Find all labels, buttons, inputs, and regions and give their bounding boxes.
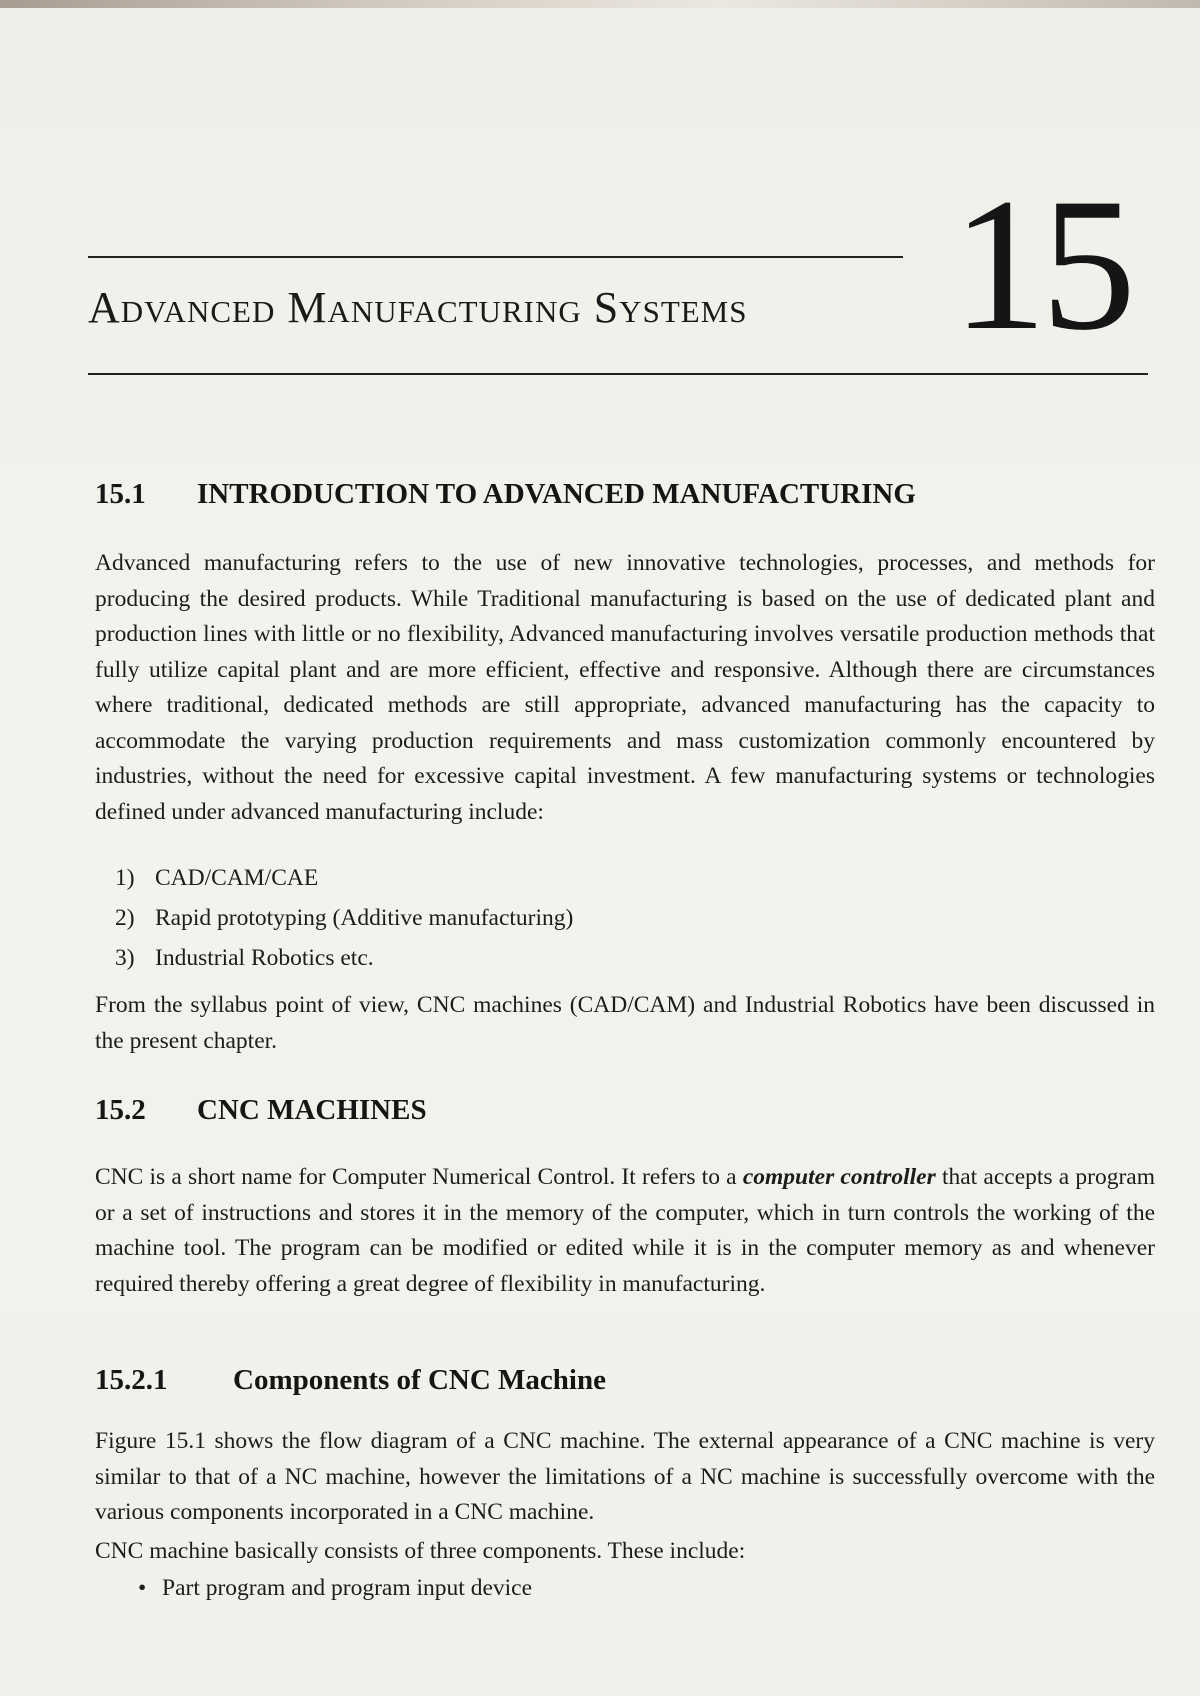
syllabus-paragraph-text: From the syllabus point of view, CNC machines (CAD/CAM) and Industrial Robotics have been discussed in the present chapter.: [95, 992, 1155, 1054]
section-title: CNC MACHINES: [197, 1094, 427, 1126]
list-item-text: Industrial Robotics etc.: [155, 945, 374, 971]
list-item: [115, 938, 573, 978]
components-paragraph-text: Figure 15.1 shows the flow diagram of a CNC machine. The external appearance of a CNC machine is very similar to that of a NC machine, however the limitations of a NC machine is successfully overcome with the various components incorporated in a CNC machine.: [95, 1428, 1155, 1525]
section-heading-15-1: [95, 478, 916, 511]
chapter-number: 15: [952, 160, 1130, 370]
components-bullet-list: [138, 1570, 532, 1606]
intro-paragraph-text: Advanced manufacturing refers to the use of new innovative technologies, processes, and methods for producing the desired products. While Traditional manufacturing is based on the use of dedicated plant and production lines with little or no flexibility, Advanced manufacturing involves versatile production methods that fully utilize capital plant and are more efficient, effective and responsive. Although there are circumstances where traditional, dedicated methods are still appropriate, advanced manufacturing has the capacity to accommodate the varying production requirements and mass customization commonly encountered by industries, without the need for excessive capital investment. A few manufacturing systems or technologies defined under advanced manufacturing include:: [95, 550, 1155, 825]
components-intro: [95, 1534, 1155, 1570]
cnc-emphasis: computer controller: [742, 1164, 936, 1190]
cnc-paragraph: [95, 1160, 1155, 1302]
list-item: [115, 898, 573, 938]
section-heading-15-2-1: [95, 1364, 606, 1397]
components-paragraph: [95, 1424, 1155, 1531]
section-number: 15.2.1: [95, 1364, 168, 1396]
section-title: Components of CNC Machine: [233, 1364, 606, 1396]
advanced-manufacturing-list: [115, 858, 573, 978]
syllabus-paragraph: [95, 988, 1155, 1059]
chapter-title: [88, 282, 748, 333]
chapter-rule-top: [88, 256, 903, 258]
bullet-text: Part program and program input device: [162, 1575, 533, 1601]
bullet-dot: •: [138, 1575, 147, 1601]
list-item-number: 3): [115, 945, 135, 971]
section-number: 15.2: [95, 1094, 146, 1126]
cnc-text-before: CNC is a short name for Computer Numerical Control. It refers to a: [95, 1164, 737, 1190]
bullet-item: [138, 1570, 532, 1606]
section-title: INTRODUCTION TO ADVANCED MANUFACTURING: [197, 478, 916, 510]
section-heading-15-2: [95, 1094, 427, 1127]
list-item-text: CAD/CAM/CAE: [155, 865, 319, 891]
intro-paragraph: [95, 546, 1155, 830]
components-intro-text: CNC machine basically consists of three components. These include:: [95, 1538, 746, 1564]
list-item-text: Rapid prototyping (Additive manufacturing): [155, 905, 574, 931]
list-item-number: 2): [115, 905, 135, 931]
list-item-number: 1): [115, 865, 135, 891]
chapter-rule-bottom: [88, 373, 1148, 375]
page-top-edge: [0, 0, 1200, 8]
list-item: [115, 858, 573, 898]
cnc-paragraph-text: [95, 1160, 1155, 1302]
cnc-text-after: that accepts a program or a set of instructions and stores it in the memory of the computer, which in turn controls the working of the machine tool. The program can be modified or edited while it is in the computer memory as and whenever required thereby offering a great degree of flexibility in manufacturing.: [95, 1164, 1156, 1297]
section-number: 15.1: [95, 478, 146, 510]
chapter-title-text: Advanced Manufacturing Systems: [88, 283, 748, 332]
